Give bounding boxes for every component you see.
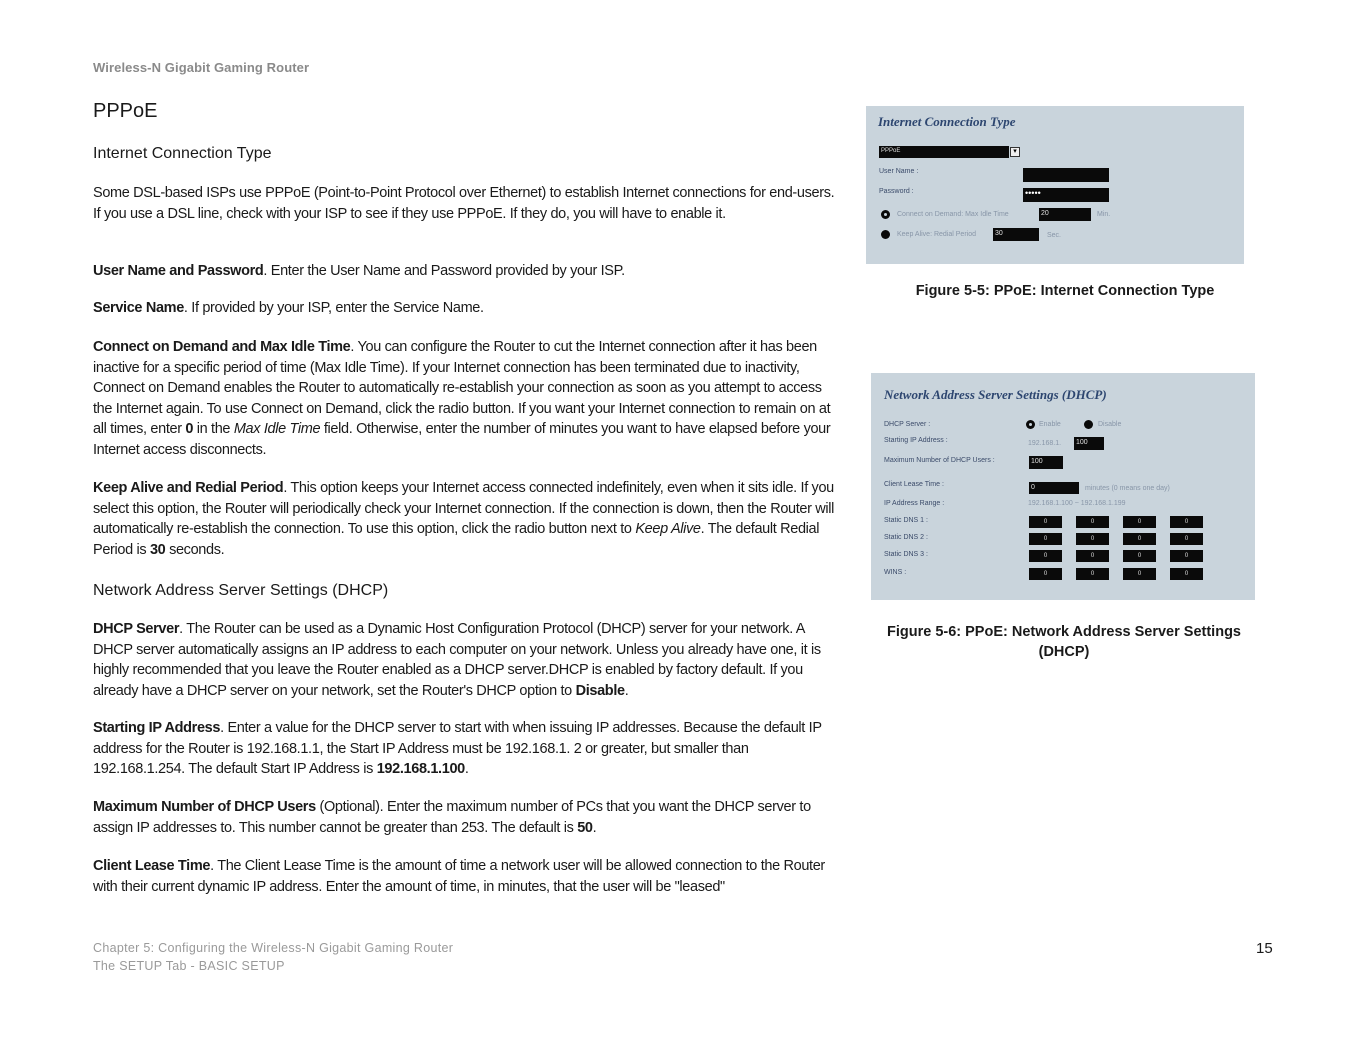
ip-range-label: IP Address Range : [884,500,945,507]
dns2-octet-3[interactable]: 0 [1123,533,1156,545]
intro-paragraph: Some DSL-based ISPs use PPPoE (Point-to-Point Protocol over Ethernet) to establish Internet connections for end-users. If you use a DSL line, check with your ISP to see if they use PPPoE. If they do, you will have to enable it. [93,185,835,222]
page-number: 15 [1256,940,1273,957]
wins-label: WINS : [884,569,907,576]
dns3-octet-3[interactable]: 0 [1123,550,1156,562]
connect-on-demand-paragraph: Connect on Demand and Max Idle Time. You can configure the Router to cut the Internet connection after it has been inactive for a specific period of time (Max Idle Time). If your Internet connection has been terminated due to inactivity, Connect on Demand enables the Router to automatically re-establish your connection as soon as you attempt to access the Internet again. To use Connect on Demand, click the radio button. If you want your Internet connection to remain on at all times, enter 0 in the Max Idle Time field. Otherwise, enter the number of minutes you want to have elapsed before your Internet access disconnects. [93,339,831,458]
max-idle-time-field[interactable]: 20 [1039,208,1091,221]
user-name-label: User Name : [879,168,919,175]
footer-chapter: Chapter 5: Configuring the Wireless-N Gigabit Gaming Router [93,941,454,955]
ip-range-value: 192.168.1.100 ~ 192.168.1.199 [1028,500,1126,507]
term-user-name: User Name and Password [93,263,264,279]
wins-octet-4[interactable]: 0 [1170,568,1203,580]
user-name-field[interactable] [1023,168,1109,182]
client-lease-paragraph: Client Lease Time. The Client Lease Time is the amount of time a network user will be allowed connection to the Router with their current dynamic IP address. Enter the amount of time, in minutes, that the user will be "leased" [93,858,825,895]
dns3-octet-4[interactable]: 0 [1170,550,1203,562]
dns1-octet-1[interactable]: 0 [1029,516,1062,528]
section-title: PPPoE [93,100,158,122]
connection-type-select[interactable]: PPPoE [879,146,1009,158]
footer-section: The SETUP Tab - BASIC SETUP [93,959,285,973]
figure-1-caption: Figure 5-5: PPoE: Internet Connection Type [915,283,1215,299]
figure-title: Internet Connection Type [878,114,1016,129]
static-dns-1-label: Static DNS 1 : [884,517,928,524]
lease-time-field[interactable]: 0 [1029,482,1079,494]
static-dns-3-label: Static DNS 3 : [884,551,928,558]
starting-ip-field[interactable]: 100 [1074,437,1104,450]
wins-octet-1[interactable]: 0 [1029,568,1062,580]
redial-period-unit: Sec. [1047,232,1062,239]
footer [93,939,453,975]
keep-alive-paragraph: Keep Alive and Redial Period. This option keeps your Internet access connected indefinitely, even when it sits idle. If you select this option, the Router will periodically check your Internet connection. If the connection is down, then the Router will automatically re-establish the connection. To use this option, click the radio button next to Keep Alive. The default Redial Period is 30 seconds. [93,480,835,558]
subheading-internet-connection-type: Internet Connection Type [93,145,272,162]
starting-ip-label: Starting IP Address : [884,437,948,444]
keep-alive-radio[interactable] [881,230,890,239]
max-users-paragraph: Maximum Number of DHCP Users (Optional). Enter the maximum number of PCs that you want the DHCP server to assign IP addresses to. This number cannot be greater than 253. The default is 50. [93,799,811,836]
keep-alive-label: Keep Alive: Redial Period [897,231,976,238]
term-connect-on-demand: Connect on Demand and Max Idle Time [93,339,351,355]
figure-dhcp-settings [871,373,1255,600]
running-header: Wireless-N Gigabit Gaming Router [93,60,310,75]
starting-ip-paragraph: Starting IP Address. Enter a value for the DHCP server to start with when issuing IP addresses. Because the default IP address for the Router is 192.168.1.1, the Start IP Address must be 192.168.1. 2 or greater, but smaller than 192.168.1.254. The default Start IP Address is 192.168.1.100. [93,720,822,777]
dhcp-disable-radio[interactable] [1084,420,1093,429]
dhcp-disable-label: Disable [1098,421,1122,428]
connect-on-demand-label: Connect on Demand: Max Idle Time [897,211,1009,218]
wins-octet-3[interactable]: 0 [1123,568,1156,580]
figure-internet-connection-type [866,106,1244,264]
term-dhcp-server: DHCP Server [93,621,180,637]
dns1-octet-3[interactable]: 0 [1123,516,1156,528]
dhcp-server-label: DHCP Server : [884,421,931,428]
lease-time-label: Client Lease Time : [884,481,944,488]
dns3-octet-1[interactable]: 0 [1029,550,1062,562]
dns2-octet-4[interactable]: 0 [1170,533,1203,545]
dhcp-enable-radio[interactable] [1026,420,1035,429]
max-users-field[interactable]: 100 [1029,456,1063,469]
term-max-users: Maximum Number of DHCP Users [93,799,316,815]
service-name-paragraph: Service Name. If provided by your ISP, enter the Service Name. [93,300,484,316]
subheading-dhcp: Network Address Server Settings (DHCP) [93,582,389,599]
user-name-paragraph: User Name and Password. Enter the User Name and Password provided by your ISP. [93,263,625,279]
dns2-octet-1[interactable]: 0 [1029,533,1062,545]
starting-ip-prefix: 192.168.1. [1028,440,1062,447]
dns2-octet-2[interactable]: 0 [1076,533,1109,545]
wins-octet-2[interactable]: 0 [1076,568,1109,580]
term-service-name: Service Name [93,300,184,316]
password-field[interactable]: ••••• [1023,188,1109,202]
dns3-octet-2[interactable]: 0 [1076,550,1109,562]
dhcp-enable-label: Enable [1039,421,1061,428]
dhcp-server-paragraph: DHCP Server. The Router can be used as a Dynamic Host Configuration Protocol (DHCP) server for your network. A DHCP server automatically assigns an IP address to each computer on your network. Unless you already have one, it is highly recommended that you leave the Router enabled as a DHCP server.DHCP is enabled by factory default. If you already have a DHCP server on your network, set the Router's DHCP option to Disable. [93,621,821,699]
max-idle-unit: Min. [1097,211,1111,218]
dns1-octet-2[interactable]: 0 [1076,516,1109,528]
static-dns-2-label: Static DNS 2 : [884,534,928,541]
lease-time-unit: minutes (0 means one day) [1085,485,1170,492]
connect-on-demand-radio[interactable] [881,210,890,219]
dns1-octet-4[interactable]: 0 [1170,516,1203,528]
figure-2-caption: Figure 5-6: PPoE: Network Address Server Settings (DHCP) [886,624,1241,660]
term-starting-ip: Starting IP Address [93,720,221,736]
term-keep-alive: Keep Alive and Redial Period [93,480,284,496]
redial-period-field[interactable]: 30 [993,228,1039,241]
figure-title: Network Address Server Settings (DHCP) [884,387,1107,402]
max-users-label: Maximum Number of DHCP Users : [884,457,995,464]
chevron-down-icon[interactable]: ▾ [1010,147,1020,157]
password-label: Password : [879,188,914,195]
term-client-lease: Client Lease Time [93,858,211,874]
